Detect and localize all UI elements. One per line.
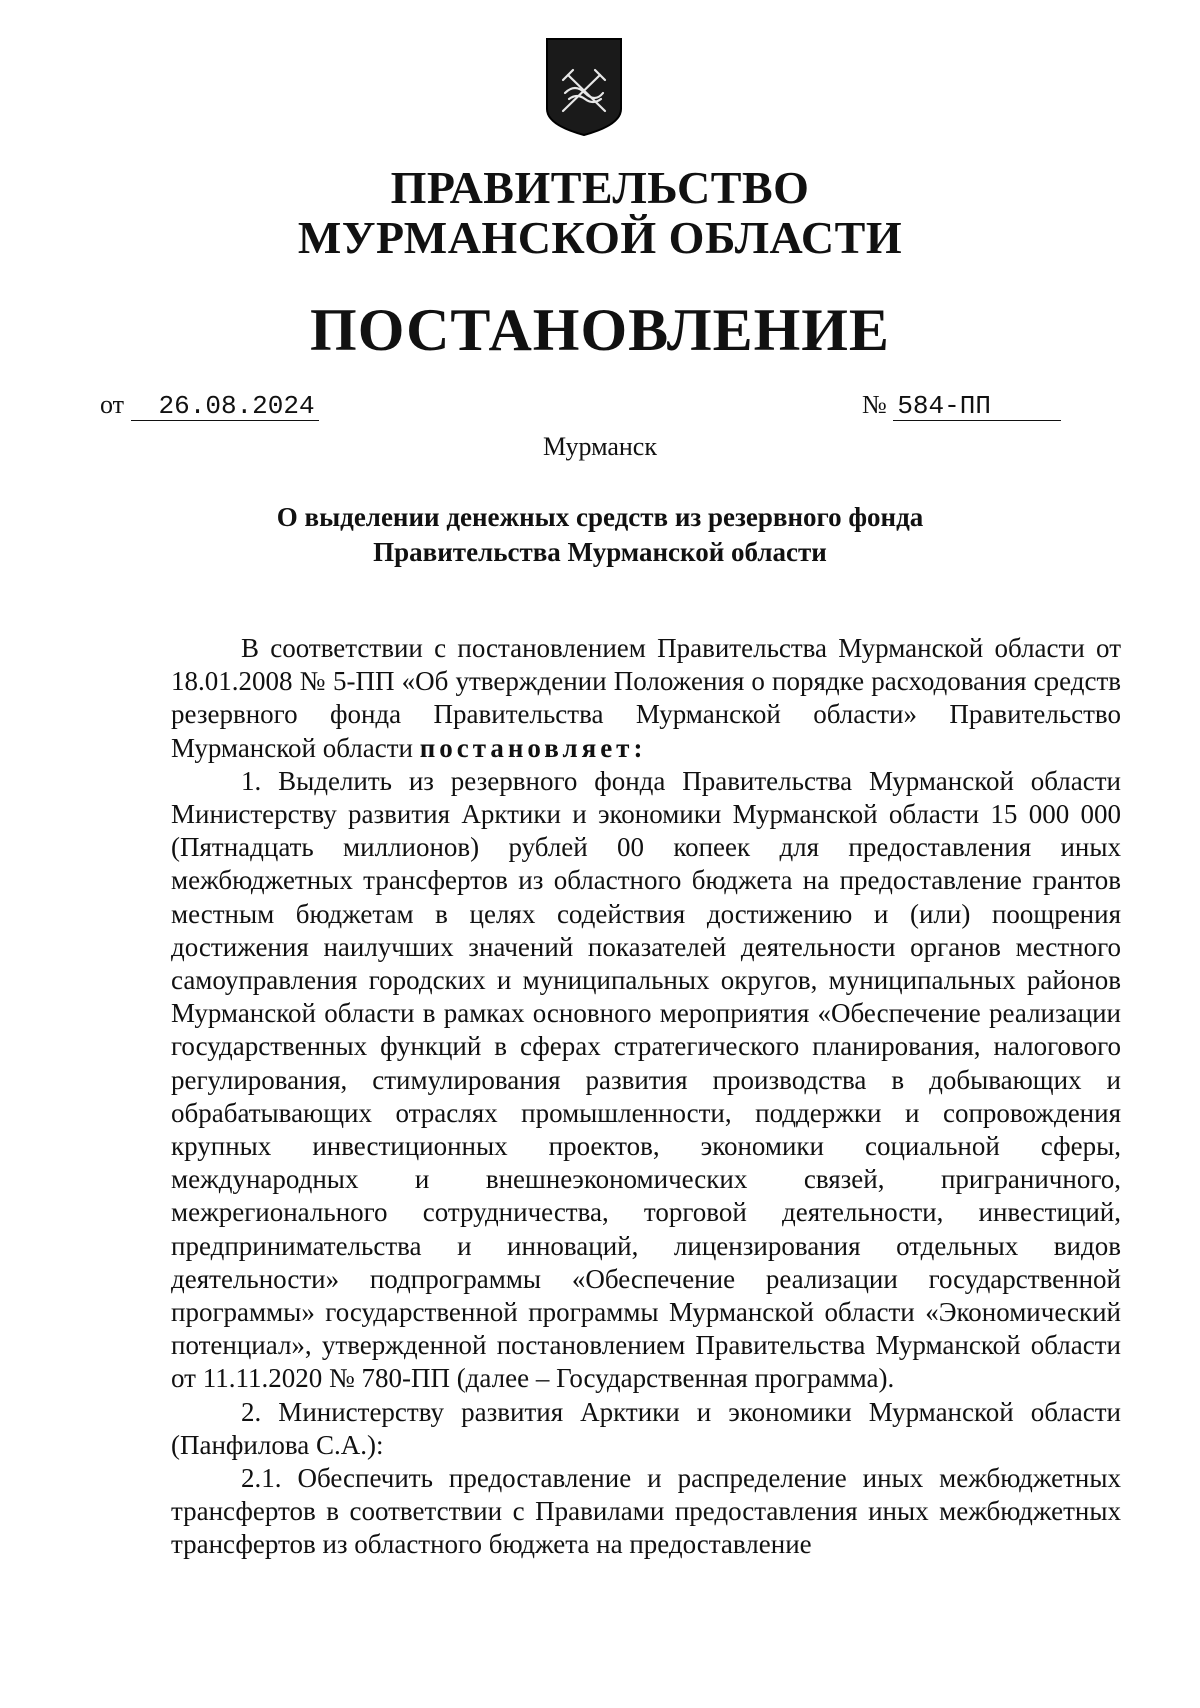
document-type: ПОСТАНОВЛЕНИЕ (310, 297, 890, 363)
org-name-line1: ПРАВИТЕЛЬСТВО (390, 162, 810, 213)
preamble-paragraph (171, 632, 1121, 765)
paragraph-2: 2. Министерству развития Арктики и экономики Мурманской области (Панфилова С.А.): (171, 1396, 1121, 1460)
document-title-line1: О выделении денежных средств из резервного фонда (276, 502, 924, 532)
document-title-line2: Правительства Мурманской области (373, 537, 827, 567)
document-number: 584-ПП (893, 392, 1061, 421)
number-prefix: № (862, 390, 887, 419)
document-body (171, 632, 1121, 1562)
date-prefix: от (100, 390, 125, 419)
coat-of-arms-icon (545, 37, 623, 137)
number-block (862, 390, 1061, 421)
document-date: 26.08.2024 (131, 392, 319, 421)
preamble-text: В соответствии с постановлением Правительства Мурманской области от 18.01.2008 № 5-ПП «Об утверждении Положения о порядке расходования средств резервного фонда Правительства Мурманской области» Правительство Мурманской области (171, 633, 1121, 763)
org-name-line2: МУРМАНСКОЙ ОБЛАСТИ (297, 212, 903, 263)
date-block (100, 390, 319, 421)
paragraph-1: 1. Выделить из резервного фонда Правительства Мурманской области Министерству развития Арктики и экономики Мурманской области 15 000 000 (Пятнадцать миллионов) рублей 00 копеек для предоставления иных межбюджетных трансфертов из областного бюджета на предоставление грантов местным бюджетам в целях содействия достижению и (или) поощрения достижения наилучших значений показателей деятельности органов местного самоуправления городских и муниципальных округов, муниципальных районов Мурманской области в рамках основного мероприятия «Обеспечение реализации государственных функций в сферах стратегического планирования, налогового регулирования, стимулирования развития производства в добывающих и обрабатывающих отраслях промышленности, поддержки и сопровождения крупных инвестиционных проектов, экономики социальной сферы, международных и внешнеэкономических связей, приграничного, межрегионального сотрудничества, торговой деятельности, инвестиций, предпринимательства и инноваций, лицензирования отдельных видов деятельности» подпрограммы «Обеспечение реализации государственной программы» государственной программы Мурманской области «Экономический потенциал», утвержденной постановлением Правительства Мурманской области от 11.11.2020 № 780-ПП (далее – Государственная программа). (171, 765, 1121, 1394)
paragraph-2-1: 2.1. Обеспечить предоставление и распределение иных межбюджетных трансфертов в соответствии с Правилами предоставления иных межбюджетных трансфертов из областного бюджета на предоставление (171, 1463, 1121, 1560)
city: Мурманск (543, 432, 657, 461)
decree-word: постановляет: (419, 732, 647, 763)
